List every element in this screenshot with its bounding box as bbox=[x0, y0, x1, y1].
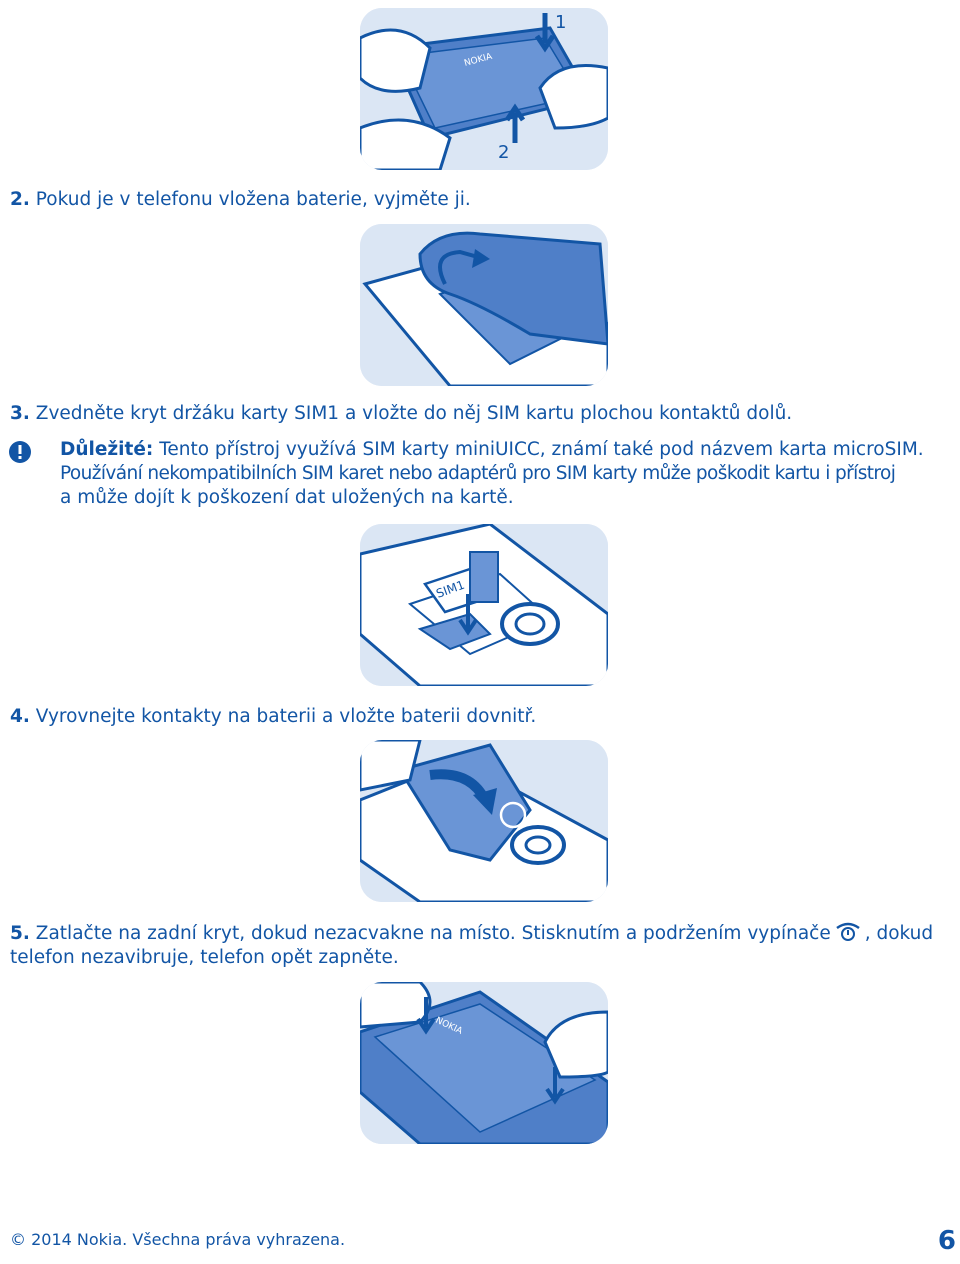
footer-copyright: © 2014 Nokia. Všechna práva vyhrazena. bbox=[10, 1230, 346, 1249]
step-number: 3. bbox=[10, 403, 30, 424]
step-number: 2. bbox=[10, 189, 30, 210]
note-line-2: Používání nekompatibilních SIM karet nebo adaptérů pro SIM karty může poškodit kartu i přístroj bbox=[60, 463, 896, 484]
battery-insert-drawing bbox=[360, 740, 608, 902]
note-text: Tento přístroj využívá SIM karty miniUICC, známí také pod názvem karta microSIM. bbox=[153, 439, 924, 460]
step-4 bbox=[10, 705, 536, 729]
cover-close-drawing bbox=[360, 982, 608, 1144]
step-number: 5. bbox=[10, 923, 30, 944]
power-key-icon bbox=[834, 922, 862, 942]
illustration-remove-battery bbox=[360, 224, 608, 386]
step-text: Zatlačte na zadní kryt, dokud nezacvakne na místo. Stisknutím a podržením vypínače bbox=[35, 923, 831, 944]
illustration-insert-battery bbox=[360, 740, 608, 902]
battery-removal-drawing bbox=[360, 224, 608, 386]
illustration-close-cover bbox=[360, 982, 608, 1144]
step-3 bbox=[10, 402, 792, 426]
warning-icon bbox=[8, 440, 32, 464]
step-number: 4. bbox=[10, 706, 30, 727]
brand-text: NOKIA bbox=[433, 1015, 464, 1037]
note-line-1 bbox=[60, 438, 952, 462]
step-5 bbox=[10, 922, 933, 946]
step-text: Vyrovnejte kontakty na baterii a vložte baterii dovnitř. bbox=[35, 706, 537, 727]
step-text: Zvedněte kryt držáku karty SIM1 a vložte do něj SIM kartu plochou kontaktů dolů. bbox=[35, 403, 793, 424]
illustration-remove-cover bbox=[360, 8, 608, 170]
sim-label: SIM1 bbox=[434, 577, 467, 601]
step-2 bbox=[10, 188, 471, 212]
step-text-after: , dokud bbox=[864, 923, 934, 944]
note-label: Důležité: bbox=[60, 439, 154, 460]
label-1: 1 bbox=[555, 12, 567, 33]
sim-insert-drawing bbox=[360, 524, 608, 686]
note-line-3: a může dojít k poškození dat uložených na kartě. bbox=[60, 487, 514, 508]
important-note bbox=[60, 438, 952, 510]
brand-text: NOKIA bbox=[463, 51, 494, 69]
step-5-line-2: telefon nezavibruje, telefon opět zapněte. bbox=[10, 947, 399, 968]
label-2: 2 bbox=[498, 142, 510, 163]
page-number: 6 bbox=[937, 1226, 956, 1256]
illustration-insert-sim bbox=[360, 524, 608, 686]
step-text: Pokud je v telefonu vložena baterie, vyjměte ji. bbox=[35, 189, 471, 210]
cover-removal-drawing bbox=[360, 8, 608, 170]
